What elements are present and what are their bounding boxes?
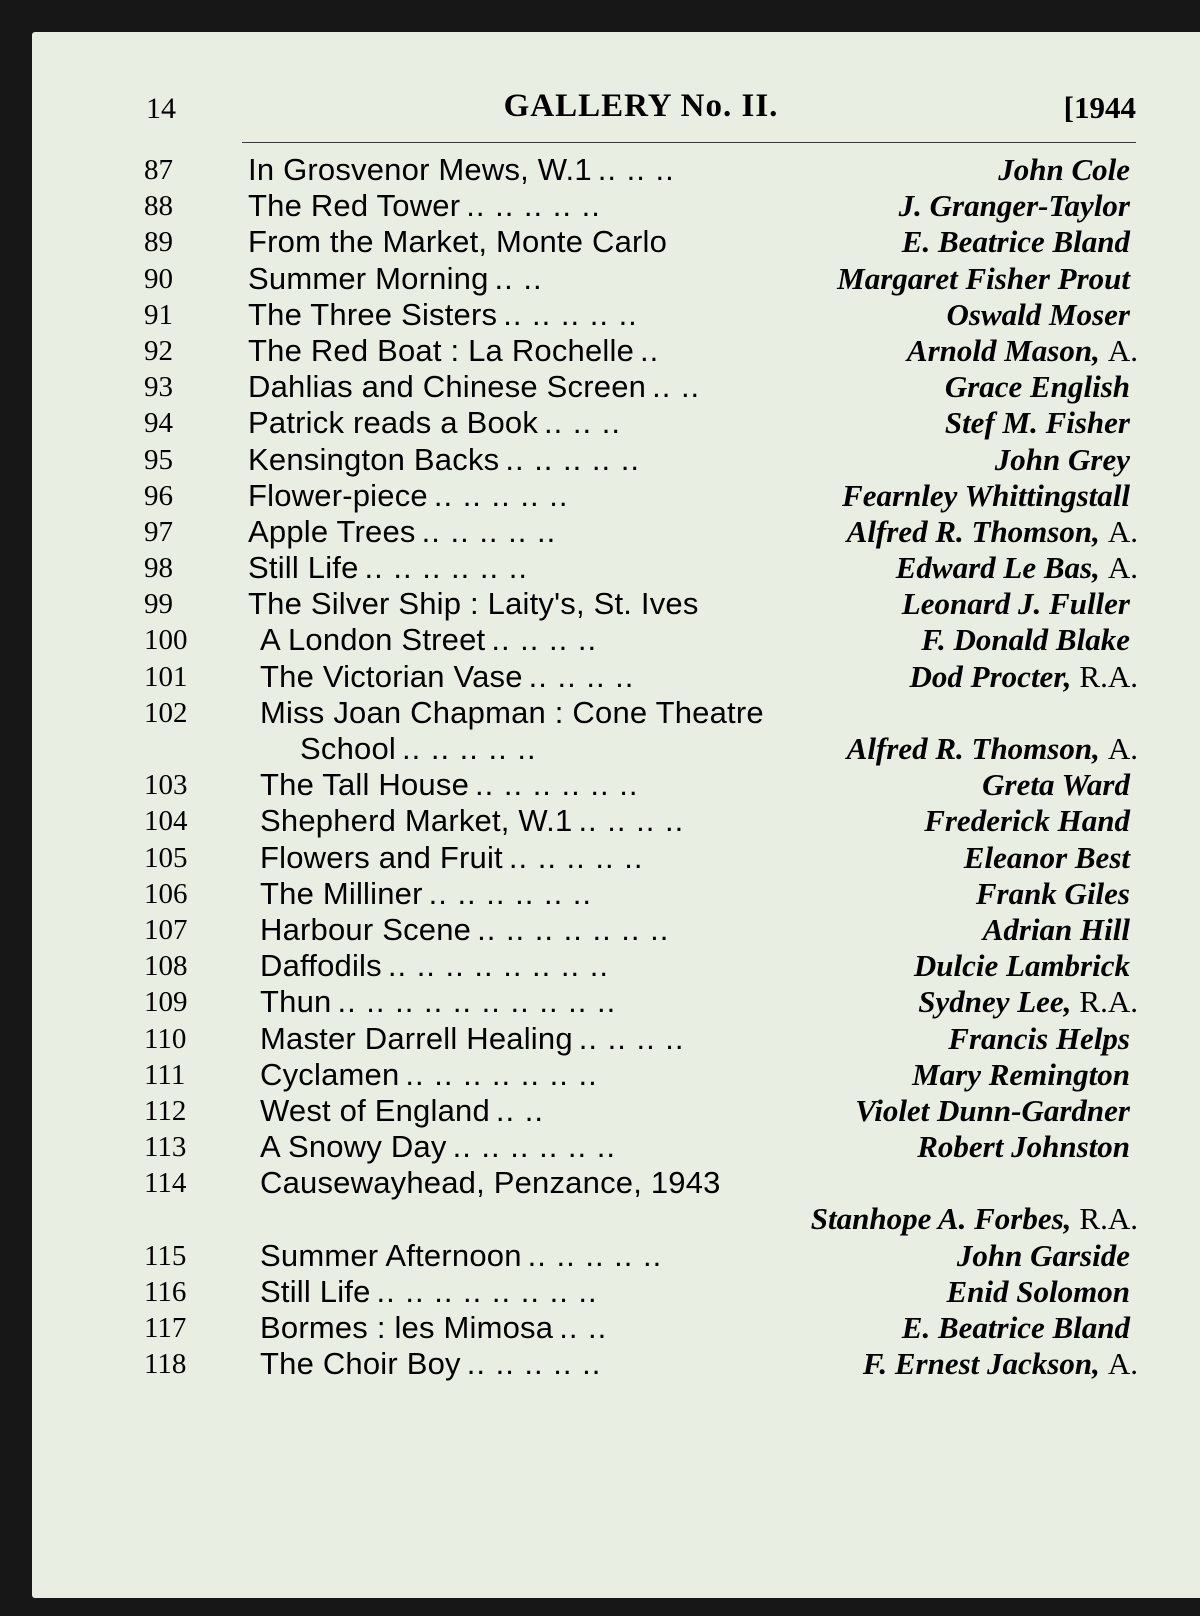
list-item bbox=[144, 912, 1140, 948]
entry-title bbox=[260, 1238, 662, 1274]
artist-name: Mary Remington bbox=[912, 1056, 1130, 1092]
entry-title-text: The Red Tower bbox=[248, 188, 461, 224]
academy-suffix: A. bbox=[1107, 731, 1138, 766]
entry-number: 111 bbox=[144, 1058, 186, 1091]
entry-title bbox=[248, 224, 673, 260]
entry-title-text: The Three Sisters bbox=[248, 296, 498, 332]
entry-title-text: The Red Boat : La Rochelle bbox=[248, 332, 635, 368]
entry-artist bbox=[917, 1129, 1138, 1165]
list-item bbox=[144, 442, 1140, 478]
entry-title bbox=[260, 1057, 598, 1093]
artist-name: Robert Johnston bbox=[917, 1129, 1130, 1165]
entry-title-text: Master Darrell Healing bbox=[260, 1020, 573, 1056]
leader-dots: .. .. bbox=[559, 1310, 608, 1345]
entry-title bbox=[248, 405, 621, 441]
leader-dots: .. .. .. .. .. .. .. .. bbox=[387, 948, 609, 984]
leader-dots: .. bbox=[640, 332, 660, 368]
entry-artist bbox=[945, 369, 1138, 405]
artist-name: E. Beatrice Bland bbox=[901, 224, 1130, 260]
list-item bbox=[144, 876, 1140, 912]
list-item bbox=[144, 550, 1140, 586]
list-item bbox=[144, 1057, 1140, 1093]
entry-title bbox=[260, 912, 669, 948]
artist-name: Adrian Hill bbox=[982, 911, 1130, 947]
entry-title-text: The Silver Ship : Laity's, St. Ives bbox=[248, 586, 699, 622]
leader-dots: .. .. .. .. bbox=[578, 803, 685, 839]
leader-dots: .. .. bbox=[652, 369, 701, 405]
entry-title bbox=[260, 659, 634, 695]
entry-title-text: Flower-piece bbox=[248, 477, 428, 513]
academy-suffix: A. bbox=[1107, 550, 1138, 586]
list-item bbox=[144, 152, 1140, 188]
leader-dots: .. .. .. .. .. bbox=[503, 296, 638, 332]
artist-name: John Cole bbox=[998, 152, 1130, 187]
entry-title bbox=[260, 1274, 598, 1310]
entry-title bbox=[300, 731, 537, 767]
leader-dots: .. .. .. .. .. .. bbox=[452, 1129, 616, 1165]
entry-title-text: Summer Morning bbox=[248, 260, 489, 296]
entry-number: 98 bbox=[144, 552, 173, 585]
artist-name: Dulcie Lambrick bbox=[913, 948, 1130, 984]
leader-dots: .. .. .. .. .. bbox=[505, 441, 640, 477]
entry-artist bbox=[899, 188, 1138, 224]
artist-name: Sydney Lee, bbox=[918, 984, 1072, 1020]
list-item bbox=[144, 659, 1140, 695]
entry-title-text: Shepherd Market, W.1 bbox=[260, 803, 573, 839]
entry-title bbox=[260, 1129, 616, 1165]
artist-name: F. Ernest Jackson, bbox=[862, 1346, 1100, 1382]
entry-title bbox=[260, 803, 684, 839]
entry-title bbox=[300, 1201, 306, 1237]
leader-dots: .. .. .. .. .. bbox=[466, 1346, 602, 1382]
entry-artist bbox=[1130, 1165, 1138, 1201]
leader-dots: .. .. .. .. .. bbox=[402, 731, 537, 766]
artist-name: John Grey bbox=[994, 441, 1130, 477]
list-item bbox=[144, 514, 1140, 550]
entry-artist bbox=[863, 1346, 1138, 1382]
entry-title bbox=[260, 948, 609, 984]
entry-title bbox=[248, 152, 675, 188]
entry-title-text: A London Street bbox=[260, 622, 486, 658]
entry-number: 97 bbox=[144, 515, 173, 548]
entry-number: 117 bbox=[144, 1312, 187, 1344]
entry-number: 99 bbox=[144, 588, 173, 621]
entry-artist bbox=[902, 586, 1138, 622]
leader-dots: .. .. .. .. .. .. .. .. .. .. bbox=[337, 984, 617, 1020]
entry-artist bbox=[948, 1021, 1138, 1057]
list-item bbox=[144, 1346, 1140, 1382]
entry-title bbox=[260, 1093, 544, 1129]
entry-artist bbox=[902, 224, 1138, 260]
entry-title bbox=[260, 622, 597, 658]
entry-number: 103 bbox=[144, 769, 188, 802]
entry-title-text: Causewayhead, Penzance, 1943 bbox=[260, 1165, 721, 1201]
entry-artist bbox=[837, 261, 1138, 297]
list-item bbox=[144, 369, 1140, 405]
page-header bbox=[146, 80, 1136, 142]
entry-number: 100 bbox=[144, 624, 188, 657]
list-item bbox=[144, 840, 1140, 876]
list-item bbox=[144, 1165, 1140, 1201]
artist-name: John Garside bbox=[956, 1237, 1130, 1273]
entry-artist bbox=[912, 1057, 1138, 1093]
artist-name: Greta Ward bbox=[982, 767, 1130, 803]
leader-dots: .. .. .. .. .. bbox=[421, 513, 557, 549]
entry-artist bbox=[847, 514, 1138, 550]
entry-artist bbox=[924, 803, 1138, 839]
entry-title-text: The Milliner bbox=[260, 875, 423, 911]
leader-dots: .. .. .. .. .. .. bbox=[428, 875, 593, 911]
entry-title-text: Cyclamen bbox=[260, 1056, 400, 1092]
list-item bbox=[144, 224, 1140, 260]
page-number: 14 bbox=[146, 92, 176, 125]
artist-name: Stanhope A. Forbes, bbox=[810, 1201, 1072, 1237]
list-item bbox=[144, 1274, 1140, 1310]
entry-artist bbox=[983, 912, 1138, 948]
entry-artist bbox=[1130, 695, 1138, 731]
entry-title bbox=[260, 984, 616, 1020]
entry-title bbox=[260, 1021, 685, 1057]
entry-title-text: The Tall House bbox=[260, 767, 470, 803]
leader-dots: .. .. .. bbox=[544, 405, 621, 441]
leader-dots: .. .. .. .. .. .. .. .. bbox=[376, 1273, 598, 1309]
entry-number: 113 bbox=[144, 1131, 187, 1164]
entry-title bbox=[260, 876, 592, 912]
entry-title-text: The Choir Boy bbox=[260, 1346, 461, 1382]
entry-number: 115 bbox=[144, 1239, 187, 1272]
entry-artist bbox=[964, 840, 1138, 876]
leader-dots: .. .. .. .. bbox=[491, 622, 598, 658]
list-item bbox=[144, 1310, 1140, 1346]
leader-dots: .. .. .. bbox=[597, 152, 675, 187]
list-item bbox=[144, 405, 1140, 441]
entry-artist bbox=[947, 297, 1138, 333]
leader-dots: .. .. .. .. .. bbox=[508, 839, 644, 875]
artist-name: Edward Le Bas, bbox=[895, 550, 1100, 586]
entry-artist bbox=[910, 659, 1138, 695]
leader-dots: .. .. .. .. .. bbox=[527, 1237, 663, 1273]
entry-number: 92 bbox=[144, 334, 173, 367]
list-item bbox=[144, 297, 1140, 333]
artist-name: Stef M. Fisher bbox=[944, 405, 1130, 441]
entry-artist bbox=[902, 1310, 1138, 1346]
entry-title-text: Still Life bbox=[260, 1273, 371, 1309]
entry-title-text: Dahlias and Chinese Screen bbox=[248, 369, 647, 405]
list-item bbox=[144, 188, 1140, 224]
entry-number: 88 bbox=[144, 190, 173, 223]
page-year: [1944 bbox=[1063, 90, 1136, 125]
list-item bbox=[144, 1021, 1140, 1057]
entry-title bbox=[248, 478, 568, 514]
entry-number: 89 bbox=[144, 226, 173, 259]
leader-dots: .. .. .. .. .. .. bbox=[475, 767, 639, 803]
list-item bbox=[144, 948, 1140, 984]
artist-name: Grace English bbox=[944, 369, 1130, 405]
entry-number: 94 bbox=[144, 407, 173, 440]
academy-suffix: A. bbox=[1107, 513, 1138, 549]
entry-number: 114 bbox=[144, 1167, 187, 1200]
entry-artist bbox=[982, 767, 1138, 803]
artist-name: Dod Procter, bbox=[909, 658, 1072, 694]
entry-title-text: From the Market, Monte Carlo bbox=[248, 224, 668, 260]
artist-name: Francis Helps bbox=[948, 1020, 1130, 1056]
catalogue-list bbox=[144, 152, 1140, 1382]
entry-title-text: Daffodils bbox=[260, 948, 382, 984]
entry-number: 105 bbox=[144, 841, 188, 874]
artist-name: E. Beatrice Bland bbox=[901, 1310, 1130, 1345]
artist-name: Violet Dunn-Gardner bbox=[855, 1092, 1130, 1128]
leader-dots: .. .. .. .. .. .. bbox=[364, 550, 528, 586]
artist-name: Eleanor Best bbox=[963, 839, 1130, 875]
entry-title bbox=[260, 1346, 601, 1382]
entry-title bbox=[248, 261, 543, 297]
entry-artist bbox=[914, 948, 1138, 984]
leader-dots: .. .. .. .. .. bbox=[466, 188, 601, 224]
entry-artist bbox=[907, 333, 1138, 369]
entry-title-text: Bormes : les Mimosa bbox=[260, 1310, 554, 1345]
entry-title-text: A Snowy Day bbox=[260, 1129, 447, 1165]
list-item bbox=[144, 333, 1140, 369]
entry-title bbox=[260, 1165, 727, 1201]
entry-number: 96 bbox=[144, 479, 173, 512]
leader-dots: .. .. bbox=[495, 1092, 544, 1128]
artist-name: Frederick Hand bbox=[924, 803, 1130, 839]
entry-title bbox=[248, 369, 700, 405]
entry-artist bbox=[855, 1093, 1138, 1129]
entry-title bbox=[260, 767, 638, 803]
entry-artist bbox=[918, 984, 1138, 1020]
leader-dots: .. .. .. .. .. bbox=[433, 477, 569, 513]
entry-title-text: Miss Joan Chapman : Cone Theatre bbox=[260, 694, 764, 730]
list-item bbox=[144, 1093, 1140, 1129]
entry-number: 90 bbox=[144, 262, 173, 295]
entry-number: 95 bbox=[144, 443, 173, 476]
list-item bbox=[144, 622, 1140, 658]
list-item bbox=[144, 767, 1140, 803]
list-item bbox=[144, 803, 1140, 839]
entry-number: 93 bbox=[144, 371, 173, 404]
entry-number: 104 bbox=[144, 805, 188, 838]
entry-title bbox=[248, 297, 638, 333]
list-item bbox=[144, 586, 1140, 622]
entry-number: 110 bbox=[144, 1022, 187, 1055]
academy-suffix: R.A. bbox=[1079, 984, 1138, 1020]
entry-artist bbox=[842, 478, 1138, 514]
leader-dots: .. .. .. .. bbox=[578, 1020, 685, 1056]
entry-title bbox=[248, 442, 640, 478]
entry-artist bbox=[976, 876, 1138, 912]
entry-title-text: Still Life bbox=[248, 550, 359, 586]
entry-title bbox=[260, 1310, 607, 1346]
entry-title bbox=[248, 188, 601, 224]
entry-title-text: Harbour Scene bbox=[260, 911, 472, 947]
header-rule bbox=[242, 142, 1136, 143]
list-item bbox=[144, 731, 1140, 767]
entry-number: 101 bbox=[144, 660, 188, 693]
entry-number: 108 bbox=[144, 950, 188, 983]
list-item bbox=[144, 1129, 1140, 1165]
page-title: GALLERY No. II. bbox=[503, 88, 779, 124]
entry-title-text: Thun bbox=[260, 984, 332, 1020]
entry-title-text: Patrick reads a Book bbox=[248, 405, 539, 441]
entry-artist bbox=[847, 731, 1138, 767]
entry-title-text: Kensington Backs bbox=[248, 441, 500, 477]
artist-name: Alfred R. Thomson, bbox=[846, 513, 1100, 549]
entry-artist bbox=[811, 1201, 1138, 1237]
leader-dots: .. .. .. .. .. .. .. bbox=[405, 1056, 598, 1092]
entry-artist bbox=[896, 550, 1138, 586]
artist-name: Oswald Moser bbox=[946, 296, 1130, 332]
entry-artist bbox=[957, 1238, 1138, 1274]
entry-title-text: School bbox=[300, 731, 396, 766]
entry-title-text: Flowers and Fruit bbox=[260, 839, 503, 875]
artist-name: Enid Solomon bbox=[946, 1273, 1130, 1309]
entry-number: 107 bbox=[144, 913, 188, 946]
list-item bbox=[144, 478, 1140, 514]
leader-dots: .. .. .. .. bbox=[528, 658, 635, 694]
entry-title bbox=[260, 840, 643, 876]
artist-name: F. Donald Blake bbox=[921, 622, 1130, 658]
entry-number: 109 bbox=[144, 986, 188, 1019]
entry-number: 112 bbox=[144, 1094, 187, 1127]
entry-artist bbox=[995, 442, 1138, 478]
artist-name: Arnold Mason, bbox=[906, 332, 1100, 368]
entry-number: 106 bbox=[144, 877, 188, 910]
entry-number: 87 bbox=[144, 154, 173, 186]
list-item bbox=[144, 261, 1140, 297]
entry-title-text: Summer Afternoon bbox=[260, 1237, 522, 1273]
entry-title bbox=[248, 586, 705, 622]
academy-suffix: R.A. bbox=[1079, 658, 1138, 694]
entry-artist bbox=[998, 152, 1138, 188]
entry-number: 118 bbox=[144, 1348, 187, 1381]
artist-name: Fearnley Whittingstall bbox=[842, 477, 1130, 513]
leader-dots: .. .. .. .. .. .. .. bbox=[477, 911, 670, 947]
list-item bbox=[144, 1201, 1140, 1237]
entry-title bbox=[248, 550, 528, 586]
entry-title-text: The Victorian Vase bbox=[260, 658, 523, 694]
entry-title-text: West of England bbox=[260, 1092, 490, 1128]
entry-title bbox=[248, 333, 659, 369]
entry-title-text: Apple Trees bbox=[248, 513, 416, 549]
entry-artist bbox=[921, 622, 1138, 658]
artist-name: J. Granger-Taylor bbox=[898, 188, 1130, 224]
artist-name: Alfred R. Thomson, bbox=[846, 731, 1100, 766]
academy-suffix: A. bbox=[1107, 1346, 1138, 1382]
entry-title-text: In Grosvenor Mews, W.1 bbox=[248, 152, 592, 187]
entry-title bbox=[260, 695, 770, 731]
artist-name: Margaret Fisher Prout bbox=[837, 260, 1130, 296]
leader-dots: .. .. bbox=[494, 260, 543, 296]
entry-number: 102 bbox=[144, 696, 188, 729]
academy-suffix: A. bbox=[1107, 332, 1138, 368]
entry-title bbox=[248, 514, 556, 550]
entry-number: 91 bbox=[144, 298, 173, 331]
artist-name: Frank Giles bbox=[975, 875, 1130, 911]
artist-name: Leonard J. Fuller bbox=[901, 586, 1130, 622]
academy-suffix: R.A. bbox=[1079, 1201, 1138, 1237]
entry-artist bbox=[947, 1274, 1139, 1310]
list-item bbox=[144, 984, 1140, 1020]
entry-number: 116 bbox=[144, 1275, 187, 1308]
list-item bbox=[144, 1238, 1140, 1274]
list-item bbox=[144, 695, 1140, 731]
entry-artist bbox=[945, 405, 1138, 441]
